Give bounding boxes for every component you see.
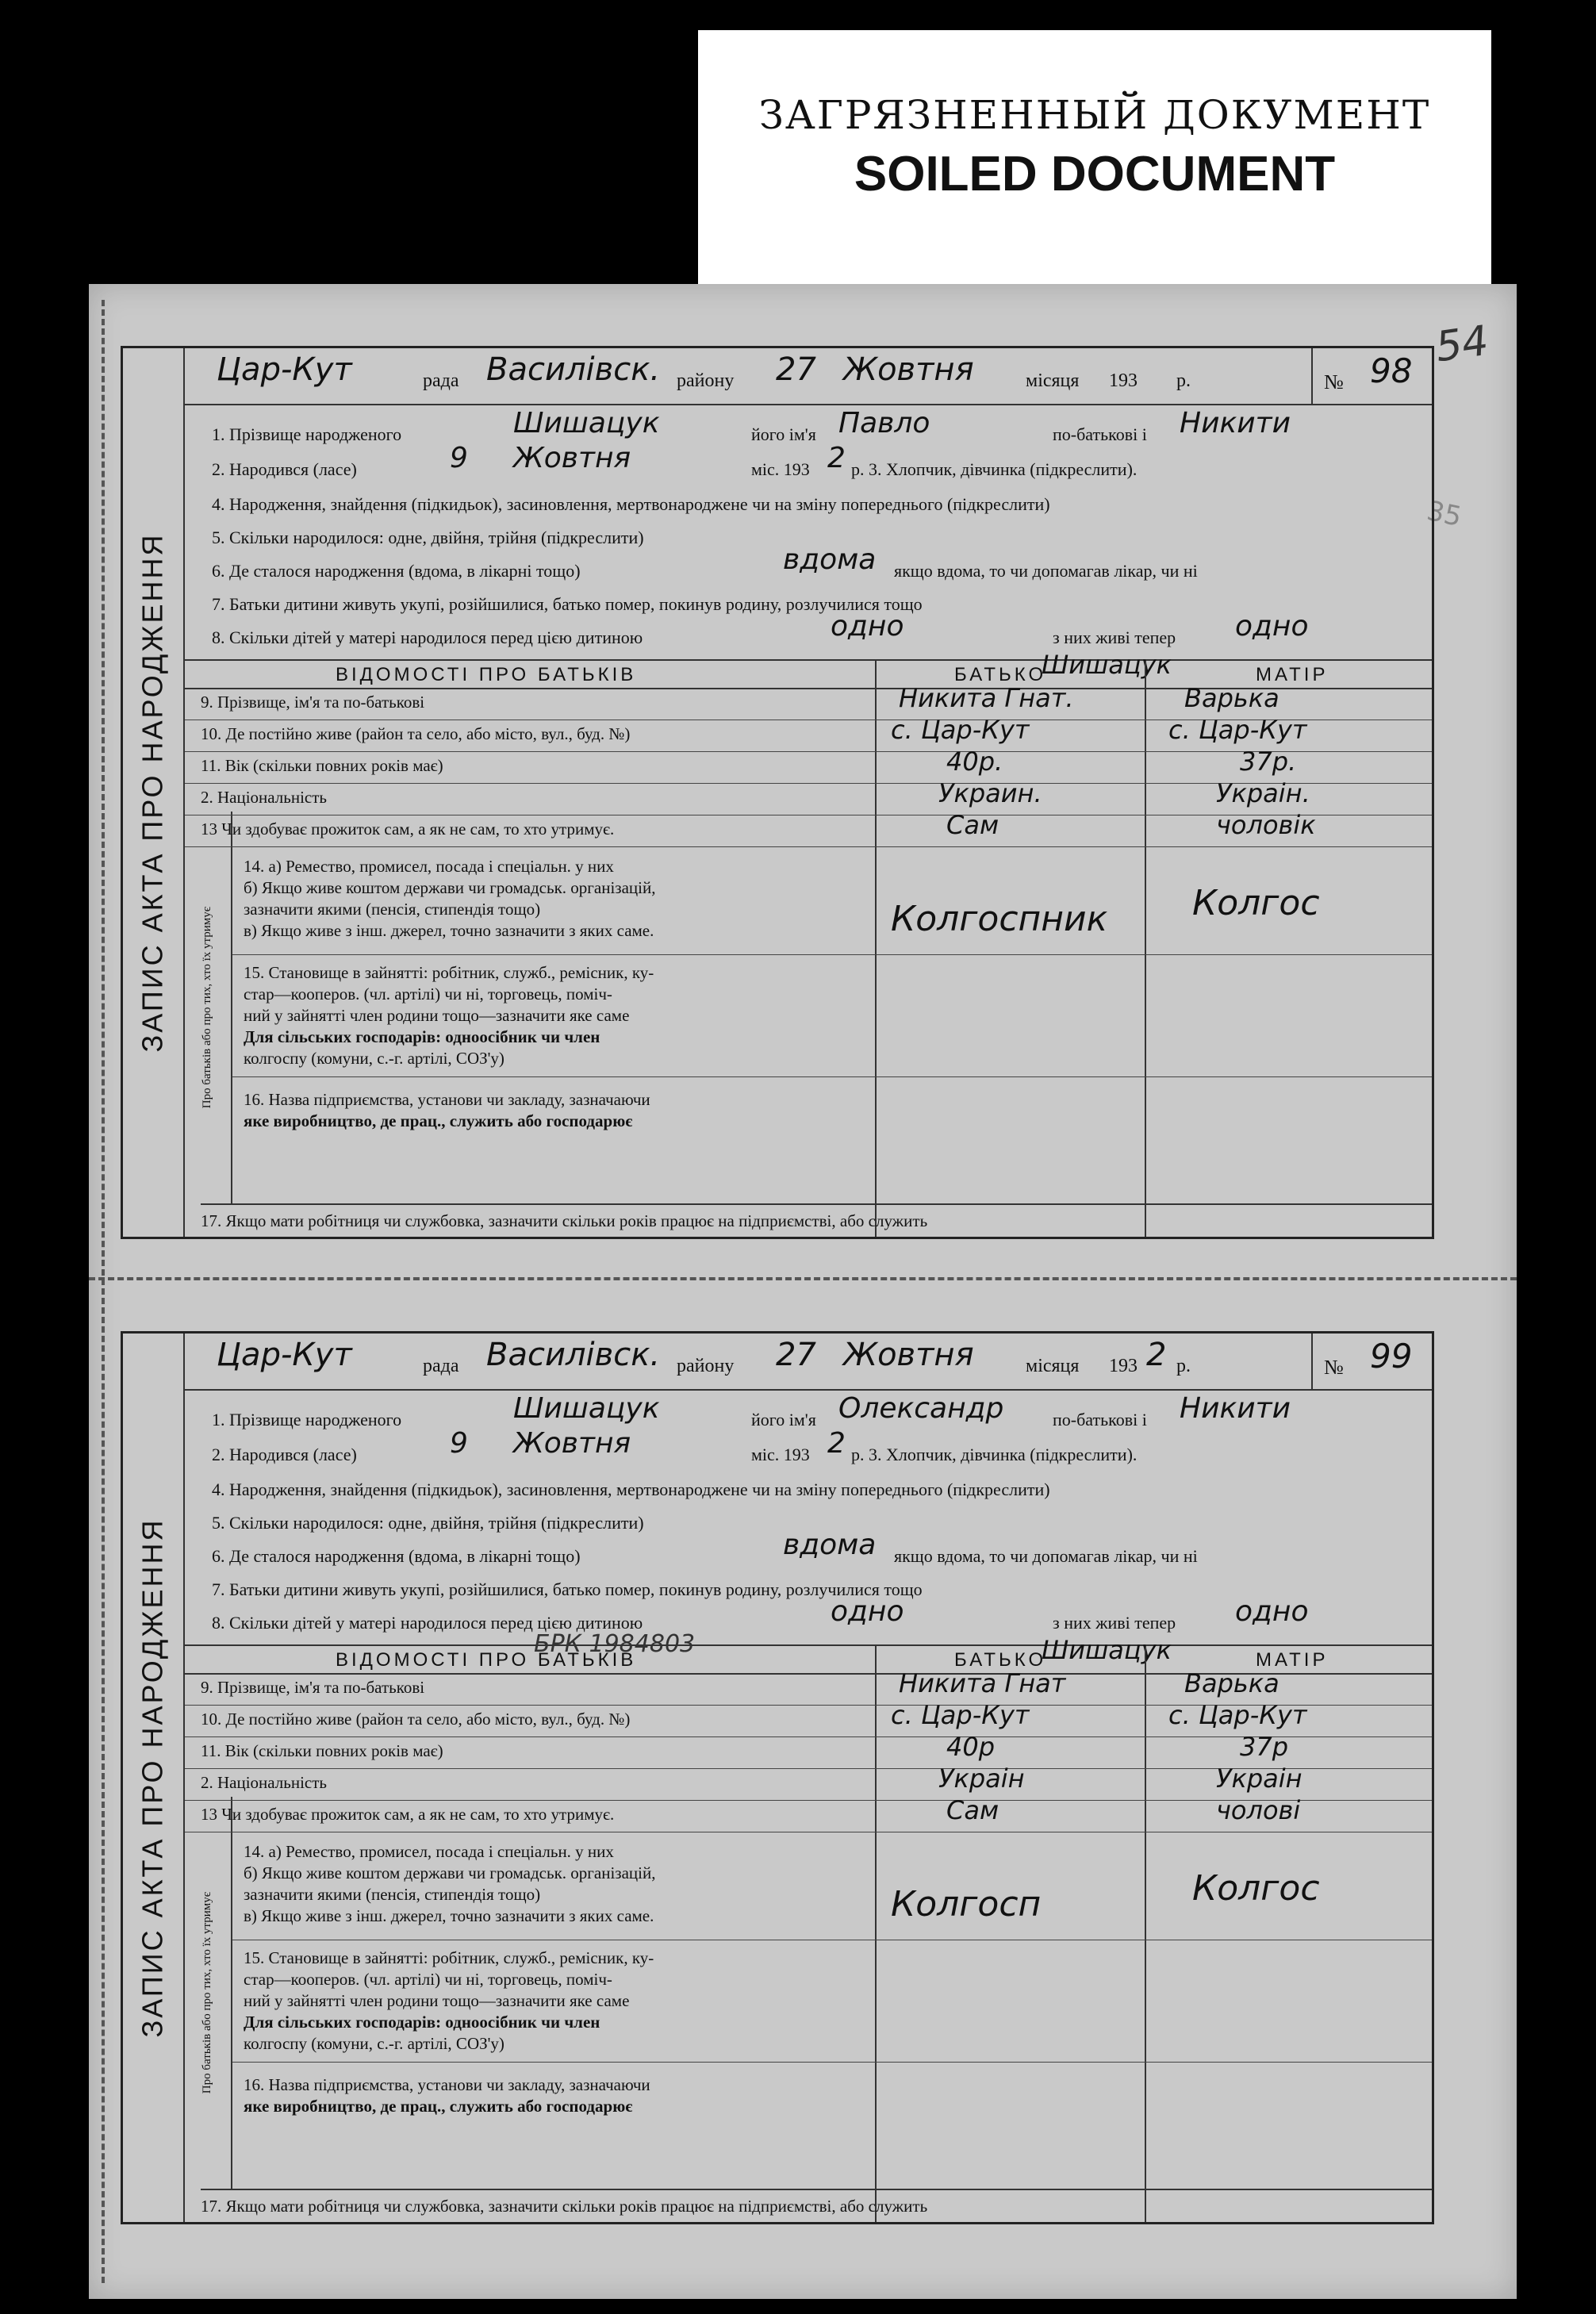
place-label: 6. Де сталося народження (вдома, в лікарні тощо) [212,1546,581,1566]
row-14-line: зазначити якими (пенсія, стипендія тощо) [244,1885,541,1904]
birth-month-value: Жовтня [513,1427,631,1460]
name-value: Олександр [838,1392,1004,1425]
sex-label: р. 3. Хлопчик, дівчинка (підкреслити). [851,459,1138,479]
row-14-occupation [244,1841,655,1927]
row-12-label: 2. Національність [201,1773,328,1792]
row-9-label: 9. Прізвище, ім'я та по-батькові [201,693,425,712]
vertical-title [123,1334,185,2222]
birth-year-digit: 2 [827,442,846,474]
name-label: його ім'я [751,424,816,444]
place-value: вдома [783,1529,877,1561]
birth-month-label: міс. 193 [751,459,810,479]
line-1-names [212,1392,1305,1432]
mother-nationality-value: Украін [1216,1763,1303,1794]
document-page [89,284,1517,2299]
parents-table [185,650,1432,1237]
line-4-text: 4. Народження, знайдення (підкидьок), засиновлення, мертвонароджене чи на зміну попереднього (підкреслити) [212,1479,1050,1499]
row-15-line: Для сільських господарів: одноосібник чи член [244,2013,600,2032]
row-15-line: стар—кооперов. (чл. артілі) чи ні, торговець, поміч- [244,1970,612,1989]
row-15-line: 15. Становище в зайнятті: робітник, служб., ремісник, ку- [244,1948,654,1967]
record-number-box [1311,348,1432,404]
row-15-employment [244,1948,654,2055]
children-alive-value: одно [1235,610,1309,643]
birth-day-value: 9 [450,442,468,474]
surname-label: 1. Прізвище народженого [212,424,402,444]
vertical-title [123,348,185,1237]
row-15-line: 15. Становище в зайнятті: робітник, служб., ремісник, ку- [244,963,654,982]
father-occupation-value: Колгосп [891,1884,1042,1924]
vertical-title-text: ЗАПИС АКТА ПРО НАРОДЖЕННЯ [136,1518,169,2038]
rada-value: Василівск. [486,351,661,388]
month-label: місяця [1026,1356,1080,1376]
parents-table [185,1630,1432,2222]
birth-year-digit: 2 [827,1427,846,1460]
birth-day-value: 9 [450,1427,468,1460]
row-15-line: колгоспу (комуни, с.-г. артілі, СОЗ'у) [244,2034,505,2053]
record-number: 98 [1370,351,1413,390]
record-number-box [1311,1334,1432,1389]
row-15-line: стар—кооперов. (чл. артілі) чи ні, торговець, поміч- [244,984,612,1004]
row-16-line: 16. Назва підприємства, установи чи закладу, зазначаючи [244,2075,650,2094]
line-5-text: 5. Скільки народилося: одне, двійня, трійня (підкреслити) [212,1513,644,1533]
patronymic-value: Никити [1180,407,1291,439]
row-16-enterprise [244,1089,650,1132]
form-content [185,1334,1432,2222]
line-4 [212,1470,1305,1502]
row-13-support [185,810,1432,847]
father-nationality-value: Украин. [938,778,1042,808]
row-14-occupation [244,856,655,942]
father-heading: БАТЬКО [954,1649,1047,1671]
row-15-divider [232,1076,1432,1077]
label-english: SOILED DOCUMENT [854,147,1336,201]
mother-address-value: с. Цар-Кут [1168,1700,1307,1730]
name-value: Павло [838,407,930,439]
record-number: 99 [1370,1337,1413,1376]
row-16-enterprise [244,2074,650,2117]
month-value: Жовтня [843,351,974,388]
mother-support-value: чоловік [1216,810,1316,840]
line-1-names [212,407,1305,447]
day-value: 27 [776,1337,816,1373]
mother-heading: МАТІР [1256,664,1329,685]
mother-occupation-value: Колгос [1192,1868,1320,1909]
parents-info-heading: ВІДОМОСТІ ПРО БАТЬКІВ [336,664,637,685]
line-4-text: 4. Народження, знайдення (підкидьок), засиновлення, мертвонароджене чи на зміну попереднього (підкреслити) [212,494,1050,514]
row-13-support [185,1795,1432,1832]
row-14-line: 14. а) Ремество, промисел, посада і спеціальн. у них [244,1842,614,1861]
row-14-line: в) Якщо живе з інш. джерел, точно зазначити з яких саме. [244,921,654,940]
row-15-line: колгоспу (комуни, с.-г. артілі, СОЗ'у) [244,1049,505,1068]
line-4 [212,485,1305,516]
children-alive-label: з них живі тепер [1053,1613,1176,1633]
row-15-line: ний у зайнятті член родини тощо—зазначити яке саме [244,1006,630,1025]
sub-vertical-text: Про батьків або про тих, хто їх утримує [201,906,214,1109]
row-17-label: 17. Якщо мати робітниця чи службовка, зазначити скільки років працює на підприємстві, або служить [201,1211,928,1230]
line-5 [212,518,1305,550]
line-7-text: 7. Батьки дитини живуть укупі, розійшилися, батько помер, покинув родину, розлучилися тощо [212,1579,923,1599]
year-r-label: р. [1176,1356,1191,1376]
father-support-value: Сам [946,1795,999,1825]
row-17-mother-work [201,1203,1432,1237]
village-value: Цар-Кут [217,351,352,388]
month-value: Жовтня [843,1337,974,1373]
father-name-value: Никита Гнат [899,1668,1066,1698]
row-11-label: 11. Вік (скільки повних років має) [201,756,443,775]
row-15-line: Для сільських господарів: одноосібник чи член [244,1027,600,1046]
mother-heading: МАТІР [1256,1649,1329,1671]
archive-stamp-number: 54 [1432,317,1491,372]
form-header [185,1334,1432,1391]
father-age-value: 40р. [946,746,1003,777]
mother-address-value: с. Цар-Кут [1168,715,1307,745]
row-13-label: 13 Чи здобуває прожиток сам, а як не сам, то хто утримує. [201,1805,615,1824]
parents-info-heading: ВІДОМОСТІ ПРО БАТЬКІВ [336,1649,637,1671]
mother-surname-value: Шишацук [1042,650,1172,680]
row-16-line: яке виробництво, де прац., служить або господарює [244,1111,633,1130]
year-digit: 2 [1146,1337,1167,1373]
line-2-birthdate [212,1427,1305,1467]
row-15-line: ний у зайнятті член родини тощо—зазначити яке саме [244,1991,630,2010]
children-alive-value: одно [1235,1595,1309,1628]
form-header [185,348,1432,405]
archive-pencil-number: 35 [1424,494,1464,534]
village-value: Цар-Кут [217,1337,352,1373]
born-label: 2. Народився (ласе) [212,1445,357,1464]
father-age-value: 40р [946,1732,996,1762]
number-symbol: № [1324,1356,1344,1379]
birth-record-form-2 [121,1331,1434,2224]
birth-record-form-1 [121,346,1434,1239]
place-label: 6. Де сталося народження (вдома, в лікарні тощо) [212,561,581,581]
rada-label: рада [423,1356,459,1376]
doctor-label: якщо вдома, то чи допомагав лікар, чи ні [894,1546,1198,1566]
sub-vertical-text: Про батьків або про тих, хто їх утримує [201,1891,214,2094]
year-prefix: 193 [1109,370,1138,391]
year-r-label: р. [1176,370,1191,391]
mother-age-value: 37р. [1240,746,1297,777]
row-11-label: 11. Вік (скільки повних років має) [201,1741,443,1760]
patronymic-label: по-батькові і [1053,1410,1147,1429]
mother-support-value: чолові [1216,1795,1301,1825]
vertical-title-text: ЗАПИС АКТА ПРО НАРОДЖЕННЯ [136,532,169,1053]
name-label: його ім'я [751,1410,816,1429]
row-12-label: 2. Національність [201,788,328,807]
mother-name-value: Варька [1184,683,1279,713]
rada-label: рада [423,370,459,391]
surname-label: 1. Прізвище народженого [212,1410,402,1429]
year-prefix: 193 [1109,1356,1138,1376]
row-9-label: 9. Прізвище, ім'я та по-батькові [201,1678,425,1697]
sex-label: р. 3. Хлопчик, дівчинка (підкреслити). [851,1445,1138,1464]
mother-age-value: 37р [1240,1732,1289,1762]
patronymic-label: по-батькові і [1053,424,1147,444]
father-address-value: с. Цар-Кут [891,1700,1030,1730]
mother-nationality-value: Украін. [1216,778,1310,808]
mother-surname-value: Шишацук [1042,1635,1172,1665]
row-15-divider [232,2062,1432,2063]
raion-label: району [677,370,735,391]
day-value: 27 [776,351,816,388]
row-13-label: 13 Чи здобуває прожиток сам, а як не сам, то хто утримує. [201,819,615,838]
father-address-value: с. Цар-Кут [891,715,1030,745]
raion-label: району [677,1356,735,1376]
label-russian: ЗАГРЯЗНЕННЫЙ ДОКУМЕНТ [758,92,1431,138]
surname-value: Шишацук [513,407,660,439]
birth-month-value: Жовтня [513,442,631,474]
line-7 [212,1570,1305,1602]
mother-name-value: Варька [1184,1668,1279,1698]
row-14-line: зазначити якими (пенсія, стипендія тощо) [244,900,541,919]
doctor-label: якщо вдома, то чи допомагав лікар, чи ні [894,561,1198,581]
row-15-employment [244,962,654,1069]
children-label: 8. Скільки дітей у матері народилося перед цією дитиною [212,627,643,647]
form-content [185,348,1432,1237]
children-alive-label: з них живі тепер [1053,627,1176,647]
children-before-value: одно [831,610,904,643]
line-5 [212,1503,1305,1535]
month-label: місяця [1026,370,1080,391]
father-occupation-value: Колгоспник [891,899,1108,939]
row-16-line: яке виробництво, де прац., служить або господарює [244,2097,633,2116]
line-6-place [212,543,1305,583]
surname-value: Шишацук [513,1392,660,1425]
perforation-horizontal [89,1277,1517,1280]
row-10-label: 10. Де постійно живе (район та село, або місто, вул., буд. №) [201,1710,631,1729]
line-2-birthdate [212,442,1305,482]
line-6-place [212,1529,1305,1568]
line-7-text: 7. Батьки дитини живуть укупі, розійшилися, батько помер, покинув родину, розлучилися тощо [212,594,923,614]
row-17-label: 17. Якщо мати робітниця чи службовка, зазначити скільки років працює на підприємстві, або служить [201,2197,928,2216]
mother-occupation-value: Колгос [1192,883,1320,923]
line-8-children [212,610,1309,650]
father-heading: БАТЬКО [954,664,1047,685]
father-nationality-value: Украін [938,1763,1025,1794]
father-support-value: Сам [946,810,999,840]
row-14-line: в) Якщо живе з інш. джерел, точно зазначити з яких саме. [244,1906,654,1925]
line-8-children [212,1595,1309,1635]
birth-month-label: міс. 193 [751,1445,810,1464]
children-before-value: одно [831,1595,904,1628]
row-14-line: б) Якщо живе коштом держави чи громадськ. організацій, [244,878,656,897]
row-14-line: б) Якщо живе коштом держави чи громадськ. організацій, [244,1863,656,1882]
father-name-value: Никита Гнат. [899,683,1074,713]
born-label: 2. Народився (ласе) [212,459,357,479]
place-value: вдома [783,543,877,576]
perforation-vertical [102,300,105,2283]
line-7 [212,585,1305,616]
row-16-line: 16. Назва підприємства, установи чи закладу, зазначаючи [244,1090,650,1109]
row-14-line: 14. а) Ремество, промисел, посада і спеціальн. у них [244,857,614,876]
pencil-note: БРК 1984803 [534,1630,696,1658]
rada-value: Василівск. [486,1337,661,1373]
number-symbol: № [1324,370,1344,393]
row-14-divider [232,954,1432,955]
row-10-label: 10. Де постійно живе (район та село, або місто, вул., буд. №) [201,724,631,743]
soiled-document-label [698,30,1491,295]
patronymic-value: Никити [1180,1392,1291,1425]
line-5-text: 5. Скільки народилося: одне, двійня, трійня (підкреслити) [212,528,644,547]
row-17-mother-work [201,2189,1432,2222]
children-label: 8. Скільки дітей у матері народилося перед цією дитиною [212,1613,643,1633]
